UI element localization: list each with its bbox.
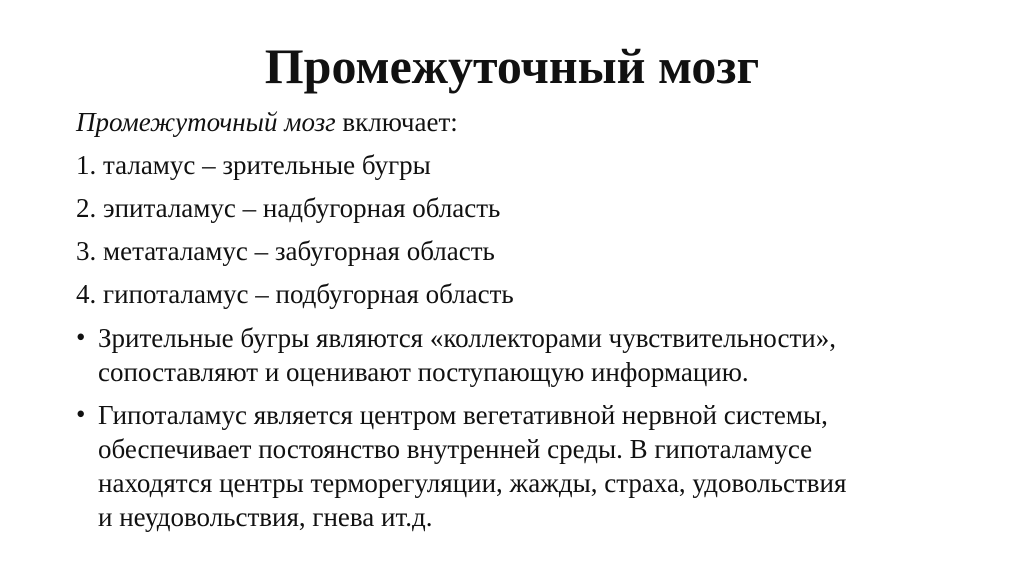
list-item-epithalamus: 2. эпиталамус – надбугорная область <box>76 193 501 223</box>
bullet-line: находятся центры терморегуляции, жажды, страха, удовольствия <box>98 468 847 498</box>
bullet-line: Зрительные бугры являются «коллекторами чувствительности», <box>98 323 836 353</box>
bullet-line: обеспечивает постоянство внутренней среды. В гипоталамусе <box>98 434 813 464</box>
bullet-line: и неудовольствия, гнева ит.д. <box>98 502 433 532</box>
bullet-hypothalamus-function <box>76 398 976 534</box>
bullet-mark: • <box>76 399 86 429</box>
intro-rest: включает: <box>335 107 458 137</box>
list-item-thalamus: 1. таламус – зрительные бугры <box>76 150 431 180</box>
bullet-line: сопоставляют и оценивают поступающую информацию. <box>98 357 749 387</box>
bullet-text <box>98 398 976 534</box>
list-item-metathalamus: 3. метаталамус – забугорная область <box>76 236 495 266</box>
intro-italic: Промежуточный мозг <box>76 107 336 137</box>
slide-content <box>76 106 976 543</box>
list-item-hypothalamus: 4. гипоталамус – подбугорная область <box>76 279 514 309</box>
bullet-line: Гипоталамус является центром вегетативной нервной системы, <box>98 400 828 430</box>
intro-line <box>76 106 976 149</box>
bullet-mark: • <box>76 322 86 352</box>
bullet-text <box>98 321 976 389</box>
bullet-thalamus-function <box>76 321 976 389</box>
slide-title: Промежуточный мозг <box>264 38 760 94</box>
